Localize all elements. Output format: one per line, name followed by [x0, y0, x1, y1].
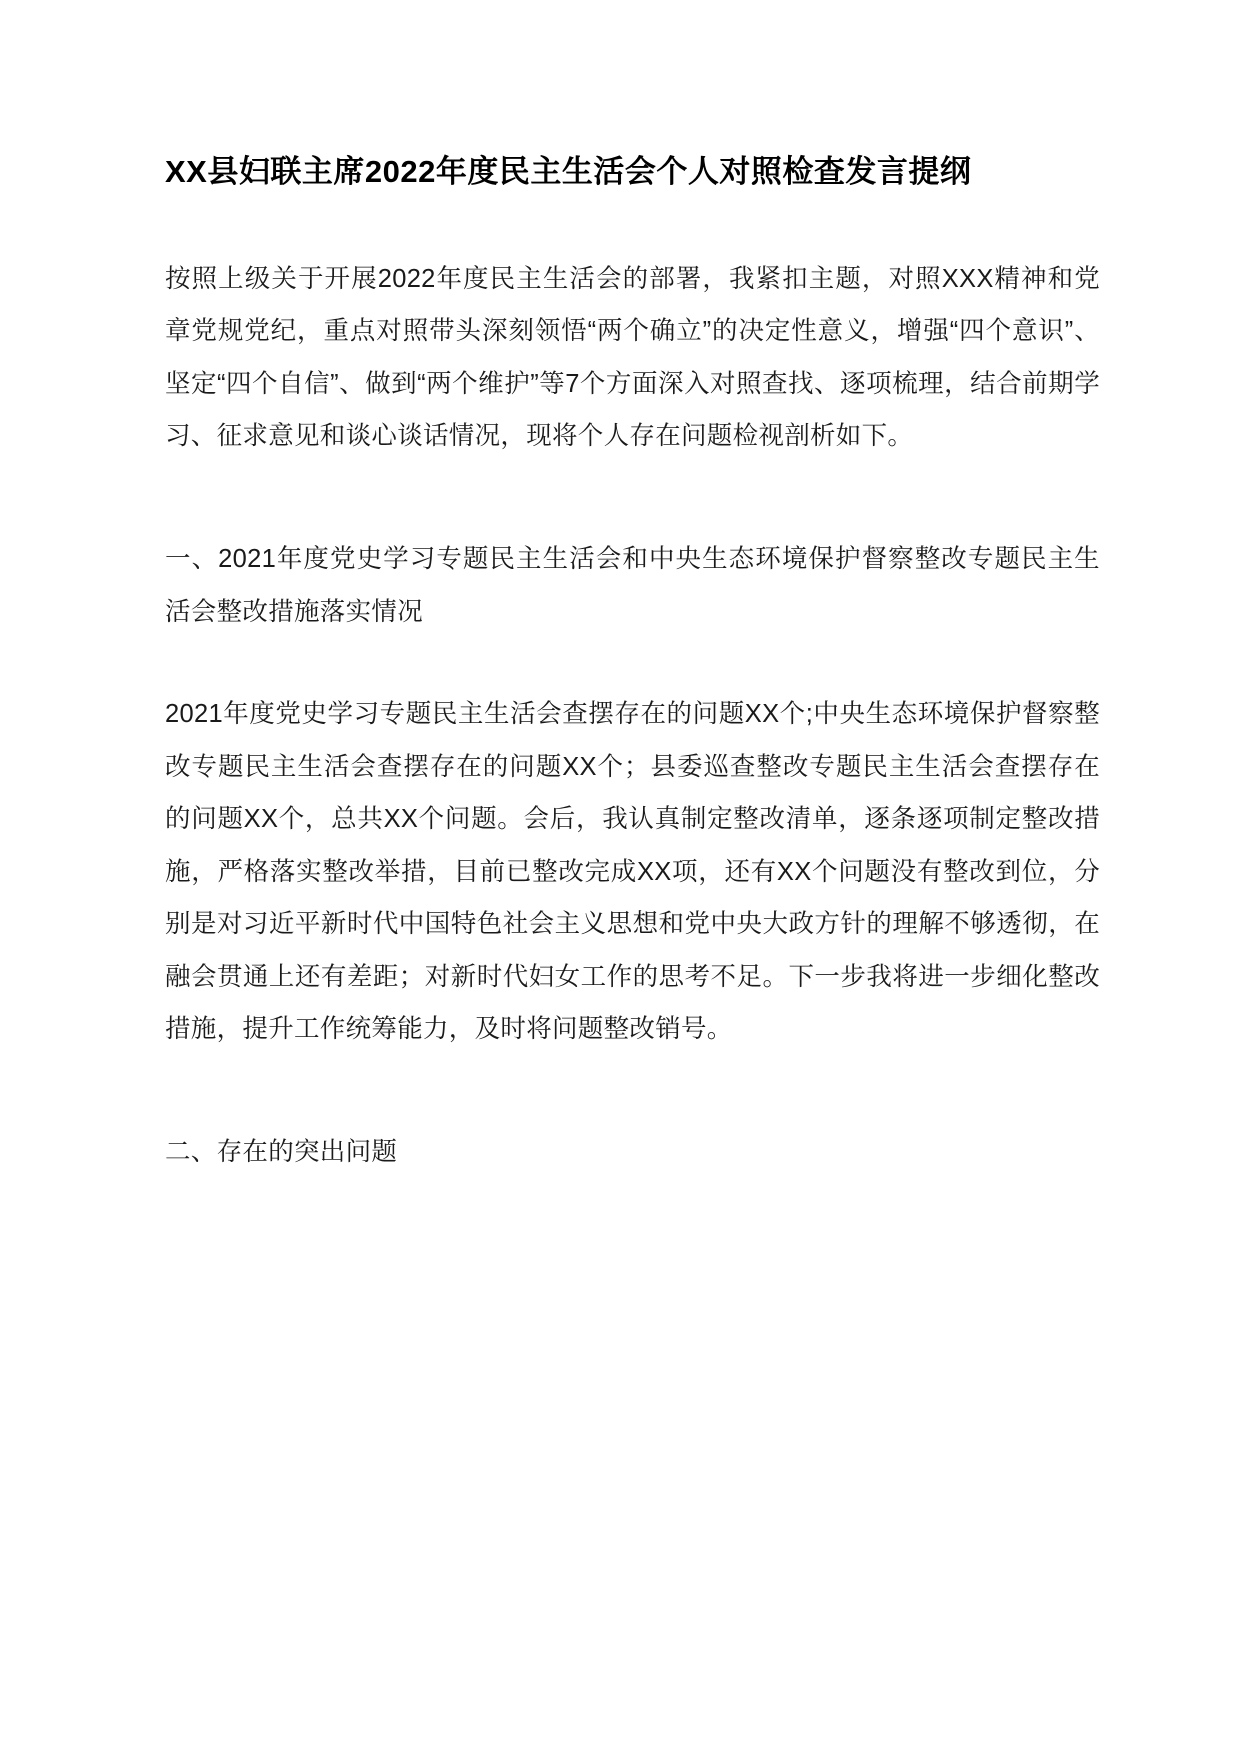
- paragraph-section-1-body: 2021年度党史学习专题民主生活会查摆存在的问题XX个;中央生态环境保护督察整改专题民主生活会查摆存在的问题XX个；县委巡查整改专题民主生活会查摆存在的问题XX个，总共XX个问题。会后，我认真制定整改清单，逐条逐项制定整改措施，严格落实整改举措，目前已整改完成XX项，还有XX个问题没有整改到位，分别是对习近平新时代中国特色社会主义思想和党中央大政方针的理解不够透彻，在融会贯通上还有差距；对新时代妇女工作的思考不足。下一步我将进一步细化整改措施，提升工作统筹能力，及时将问题整改销号。: [165, 700, 1100, 1044]
- paragraph-intro: 按照上级关于开展2022年度民主生活会的部署，我紧扣主题，对照XXX精神和党章党规党纪，重点对照带头深刻领悟“两个确立”的决定性意义，增强“四个意识”、坚定“四个自信”、做到“两个维护”等7个方面深入对照查找、逐项梳理，结合前期学习、征求意见和谈心谈话情况，现将个人存在问题检视剖析如下。: [165, 264, 1100, 451]
- paragraph-spacer: [165, 507, 1100, 533]
- paragraph-spacer-2: [165, 1100, 1100, 1126]
- page-title: XX县妇联主席2022年度民主生活会个人对照检查发言提纲: [165, 154, 972, 189]
- section-heading-1: 一、2021年度党史学习专题民主生活会和中央生态环境保护督察整改专题民主生活会整改措施落实情况: [165, 545, 1100, 626]
- section-heading-2: 二、存在的突出问题: [165, 1137, 398, 1166]
